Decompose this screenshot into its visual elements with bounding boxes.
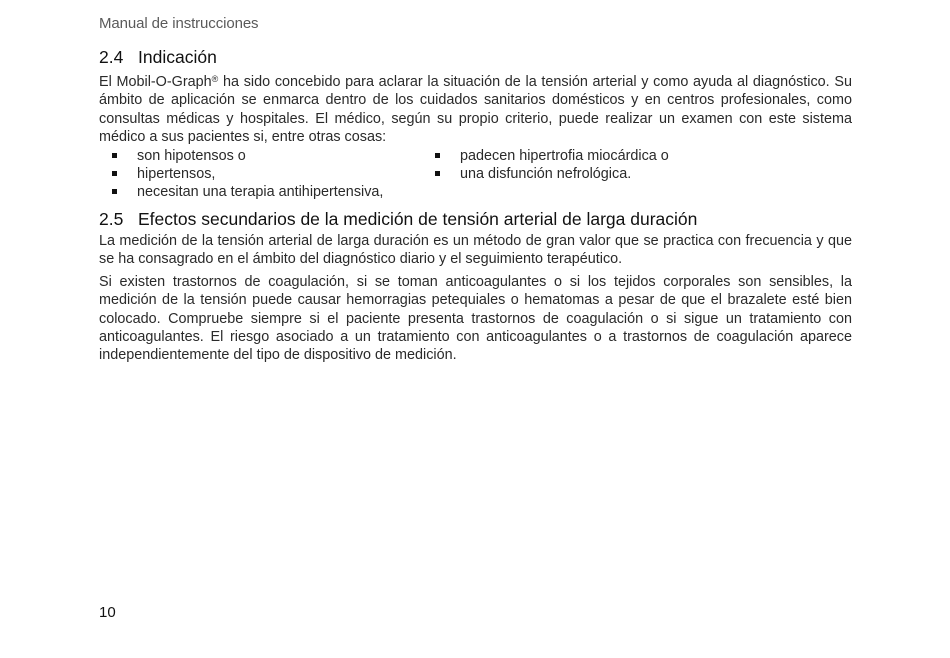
section-2-4 bbox=[99, 46, 852, 202]
section-title: Indicación bbox=[138, 47, 217, 67]
section-number: 2.4 bbox=[99, 47, 124, 67]
bullet-column-right bbox=[422, 147, 669, 202]
bullet-item: son hipotensos o bbox=[99, 147, 422, 165]
paragraph-text-start: El Mobil-O-Graph bbox=[99, 74, 212, 90]
bullet-item: padecen hipertrofia miocárdica o bbox=[422, 147, 669, 165]
indication-bullet-list bbox=[99, 147, 852, 202]
bullet-item: hipertensos, bbox=[99, 165, 422, 183]
paragraph-text-rest: ha sido concebido para aclarar la situación de la tensión arterial y como ayuda al diagnóstico. Su ámbito de aplicación se enmarca dentro de los cuidados sanitarios domésticos y en centros profesionales, como consultas médicas y hospitales. El médico, según su propio criterio, puede realizar un examen con este sistema médico a sus pacientes si, entre otras cosas: bbox=[99, 74, 852, 146]
body-paragraph bbox=[99, 70, 852, 147]
body-paragraph: La medición de la tensión arterial de larga duración es un método de gran valor que se practica con frecuencia y que se ha consagrado en el ámbito del diagnóstico diario y el seguimiento terapéutico. bbox=[99, 233, 852, 268]
running-header: Manual de instrucciones bbox=[99, 15, 259, 32]
section-2-5 bbox=[99, 208, 852, 365]
section-number: 2.5 bbox=[99, 209, 124, 229]
bullet-item: una disfunción nefrológica. bbox=[422, 165, 669, 183]
bullet-column-left bbox=[99, 147, 422, 202]
section-title: Efectos secundarios de la medición de tensión arterial de larga duración bbox=[138, 209, 698, 229]
section-heading bbox=[99, 208, 852, 230]
body-paragraph: Si existen trastornos de coagulación, si se toman anticoagulantes o si los tejidos corporales son sensibles, la medición de la tensión puede causar hemorragias petequiales o hematomas a pesar de que el brazalete esté bien colocado. Compruebe siempre si el paciente presenta trastornos de coagulación o si sigue un tratamiento con anticoagulantes. El riesgo asociado a un tratamiento con anticoagulantes o a trastornos de coagulación aparece independientemente del tipo de dispositivo de medición. bbox=[99, 273, 852, 364]
document-page bbox=[99, 0, 852, 658]
page-number: 10 bbox=[99, 604, 116, 621]
section-heading bbox=[99, 46, 852, 68]
registered-mark: ® bbox=[211, 74, 219, 84]
bullet-item: necesitan una terapia antihipertensiva, bbox=[99, 183, 422, 201]
